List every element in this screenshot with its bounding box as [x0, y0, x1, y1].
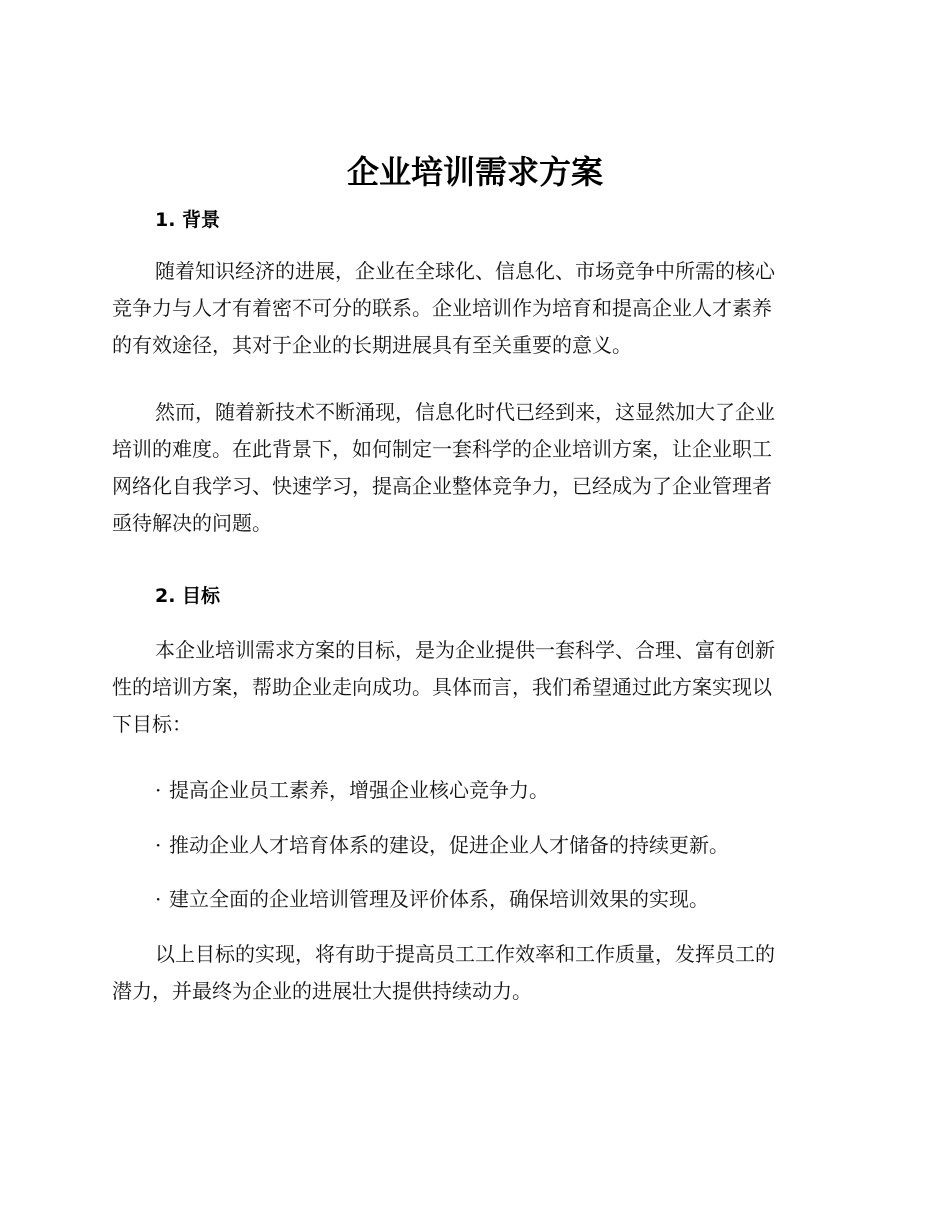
- paragraph-line: 以上目标的实现，将有助于提高员工工作效率和工作质量，发挥员工的: [155, 942, 775, 966]
- paragraph-goals-intro: [112, 632, 834, 743]
- goal-list-item: [155, 881, 709, 918]
- paragraph-line: 性的培训方案，帮助企业走向成功。具体而言，我们希望通过此方案实现以: [112, 675, 772, 699]
- goal-text: 提高企业员工素养，增强企业核心竞争力。: [169, 778, 549, 802]
- section-heading-background: 1. 背景: [155, 209, 221, 231]
- paragraph-background-1: [112, 253, 834, 364]
- paragraph-goals-conclusion: [112, 936, 834, 1010]
- paragraph-line: 培训的难度。在此背景下，如何制定一套科学的企业培训方案，让企业职工: [112, 437, 772, 461]
- goal-text: 建立全面的企业培训管理及评价体系，确保培训效果的实现。: [169, 887, 709, 911]
- paragraph-line: 亟待解决的问题。: [112, 511, 272, 535]
- goal-list-item: [155, 772, 549, 809]
- section-heading-goals: 2. 目标: [155, 585, 221, 607]
- paragraph-line: 下目标：: [112, 712, 192, 736]
- goal-text: 推动企业人才培育体系的建设，促进企业人才储备的持续更新。: [169, 833, 729, 857]
- paragraph-line: 随着知识经济的进展，企业在全球化、信息化、市场竞争中所需的核心: [155, 259, 775, 283]
- paragraph-line: 本企业培训需求方案的目标，是为企业提供一套科学、合理、富有创新: [155, 638, 775, 662]
- paragraph-background-2: [112, 394, 834, 542]
- paragraph-line: 然而，随着新技术不断涌现，信息化时代已经到来，这显然加大了企业: [155, 400, 775, 424]
- goal-list-item: [155, 827, 729, 864]
- paragraph-line: 网络化自我学习、快速学习，提高企业整体竞争力，已经成为了企业管理者: [112, 474, 772, 498]
- paragraph-line: 潜力，并最终为企业的进展壮大提供持续动力。: [112, 979, 532, 1003]
- bullet-dot: ·: [155, 833, 162, 857]
- document-title: 企业培训需求方案: [346, 153, 603, 191]
- paragraph-line: 竞争力与人才有着密不可分的联系。企业培训作为培育和提高企业人才素养: [112, 296, 772, 320]
- bullet-dot: ·: [155, 778, 162, 802]
- paragraph-line: 的有效途径，其对于企业的长期进展具有至关重要的意义。: [112, 333, 632, 357]
- bullet-dot: ·: [155, 887, 162, 911]
